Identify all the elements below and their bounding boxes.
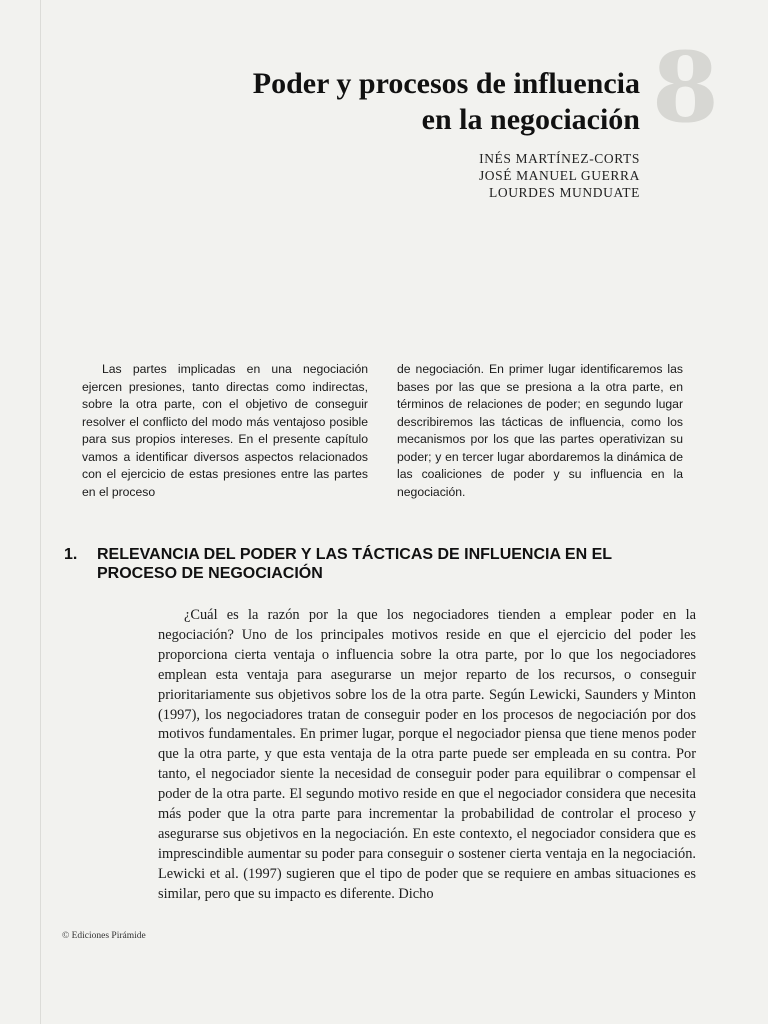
author-name: INÉS MARTÍNEZ-CORTS [479,151,640,166]
author-list [479,150,640,201]
abstract-left-column [82,361,368,501]
section-number: 1. [64,546,78,563]
publisher-footer: © Ediciones Pirámide [62,931,146,941]
page-edge-line [40,0,41,1024]
author-name: LOURDES MUNDUATE [489,185,640,200]
body-paragraph: ¿Cuál es la razón por la que los negociadores tienden a emplear poder en la negociación? Uno de los principales motivos reside en que el ejercicio del poder les proporciona cierta ventaja o influencia sobre la otra parte, por lo que los negociadores emplean esta ventaja para asegurarse un mejor reparto de los recursos, o conseguir prioritariamente sus objetivos sobre los de la otra parte. Según Lewicki, Saunders y Minton (1997), los negociadores tratan de conseguir poder en los procesos de negociación por dos motivos fundamentales. En primer lugar, porque el negociador piensa que tiene menos poder que la otra parte, y que esta ventaja de la otra parte puede ser empleada en su contra. Por tanto, el negociador siente la necesidad de conseguir poder para equilibrar o compensar el poder de la otra parte. El segundo motivo reside en que el negociador considera que necesita más poder que la otra parte para incrementar la probabilidad de controlar el proceso y asegurarse sus objetivos en la negociación. En este contexto, el negociador considera que es imprescindible aumentar su poder para conseguir o sostener cierta ventaja en la negociación. Lewicki et al. (1997) sugieren que el tipo de poder que se requiere en ambas situaciones es similar, pero que su impacto es diferente. Dicho [158,607,696,902]
chapter-title-line-1: Poder y procesos de influencia [252,67,640,100]
abstract-right-column [397,361,683,501]
chapter-title [253,66,640,138]
chapter-title-line-2: en la negociación [421,103,640,136]
body-text [158,606,696,905]
section-title: RELEVANCIA DEL PODER Y LAS TÁCTICAS DE INFLUENCIA EN EL PROCESO DE NEGOCIACIÓN [97,546,612,582]
abstract-text: Las partes implicadas en una negociación ejercen presiones, tanto directas como indirectas, sobre la otra parte, con el objetivo de conseguir resolver el conflicto del modo más ventajoso posible para sus propios intereses. En el presente capítulo vamos a identificar diversos aspectos relacionados con el ejercicio de estas presiones entre las partes en el proceso [82,362,368,499]
chapter-number: 8 [652,31,719,144]
abstract-text: de negociación. En primer lugar identificaremos las bases por las que se presiona a la otra parte, en términos de relaciones de poder; en segundo lugar describiremos las tácticas de influencia, como los mecanismos por los que las partes operativizan su poder; y en tercer lugar abordaremos la dinámica de las coaliciones de poder y su influencia en la negociación. [397,362,683,499]
author-name: JOSÉ MANUEL GUERRA [478,168,640,183]
